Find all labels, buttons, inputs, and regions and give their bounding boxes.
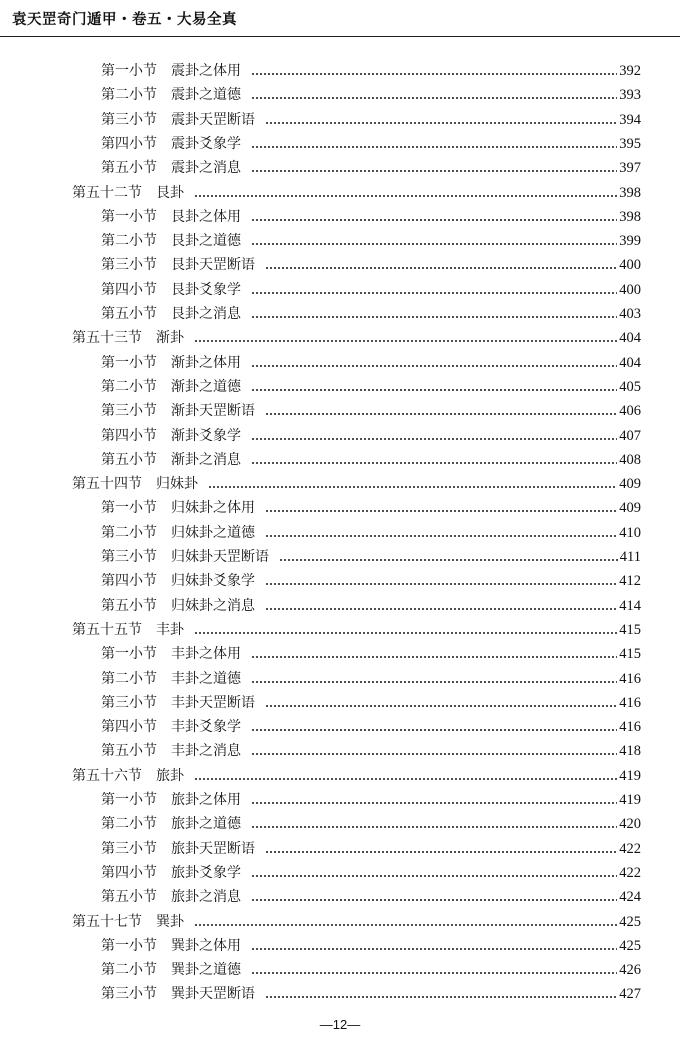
toc-entry-label: 第一小节	[101, 354, 157, 371]
toc-entry-page: 404	[619, 330, 641, 347]
toc-entry-label: 第一小节	[101, 792, 157, 808]
dot-leader	[251, 656, 617, 658]
toc-entry-title: 渐卦	[156, 330, 184, 347]
toc-entry-title: 归妹卦之道德	[171, 524, 255, 541]
toc-entry-title: 丰卦之体用	[171, 646, 241, 663]
toc-entry-label: 第三小节	[101, 694, 157, 711]
toc-entry-page: 420	[619, 816, 641, 833]
dot-leader	[251, 899, 617, 901]
toc-subsection-entry	[101, 521, 641, 545]
toc-entry-page: 422	[619, 840, 641, 857]
dot-leader	[194, 632, 617, 634]
dot-leader	[251, 146, 617, 148]
toc-entry-title: 归妹卦爻象学	[171, 573, 255, 590]
toc-entry-title: 旅卦	[156, 767, 184, 784]
toc-entry-page: 392	[619, 63, 641, 79]
toc-entry-page: 410	[619, 524, 641, 541]
toc-entry-page: 405	[619, 378, 641, 395]
toc-entry-page: 403	[619, 306, 641, 322]
toc-entry-title: 旅卦天罡断语	[171, 840, 255, 857]
toc-entry-title: 归妹卦	[156, 476, 198, 493]
toc-entry-label: 第一小节	[101, 937, 157, 954]
toc-entry-title: 巽卦天罡断语	[171, 986, 255, 1003]
toc-entry-label: 第五小节	[101, 306, 157, 322]
toc-entry-title: 艮卦之体用	[171, 208, 241, 225]
toc-entry-label: 第五小节	[101, 889, 157, 906]
toc-entry-page: 415	[619, 646, 641, 663]
toc-entry-page: 419	[619, 767, 641, 784]
toc-entry-label: 第三小节	[101, 986, 157, 1003]
toc-subsection-entry	[101, 59, 641, 83]
toc-entry-page: 395	[619, 135, 641, 152]
toc-entry-page: 393	[619, 87, 641, 104]
toc-entry-label: 第五十二节	[72, 184, 142, 201]
toc-entry-label: 第二小节	[101, 233, 157, 250]
toc-subsection-entry	[101, 205, 641, 229]
dot-leader	[265, 996, 617, 998]
dot-leader	[251, 753, 617, 755]
toc-entry-title: 震卦之体用	[171, 63, 241, 79]
toc-entry-page: 424	[619, 889, 641, 906]
dot-leader	[251, 97, 617, 99]
toc-entry-label: 第五十四节	[72, 476, 142, 493]
toc-entry-label: 第三小节	[101, 257, 157, 274]
toc-entry-label: 第四小节	[101, 427, 157, 444]
toc-entry-title: 渐卦天罡断语	[171, 403, 255, 420]
toc-entry-label: 第四小节	[101, 573, 157, 590]
toc-entry-page: 427	[619, 986, 641, 1003]
toc-entry-page: 394	[619, 111, 641, 128]
dot-leader	[194, 195, 617, 197]
toc-entry-page: 411	[619, 549, 641, 565]
toc-entry-page: 409	[619, 476, 641, 493]
toc-entry-label: 第五小节	[101, 597, 157, 614]
toc-entry-label: 第三小节	[101, 840, 157, 857]
dot-leader	[208, 486, 617, 488]
dot-leader	[251, 170, 617, 172]
toc-subsection-entry	[101, 545, 641, 569]
toc-entry-page: 400	[619, 257, 641, 274]
toc-entry-page: 399	[619, 233, 641, 250]
toc-subsection-entry	[101, 448, 641, 472]
dot-leader	[265, 122, 617, 124]
toc-section-entry	[72, 181, 641, 205]
toc-entry-title: 归妹卦天罡断语	[171, 549, 269, 565]
toc-section-entry	[72, 764, 641, 788]
toc-subsection-entry	[101, 715, 641, 739]
dot-leader	[265, 705, 617, 707]
toc-subsection-entry	[101, 375, 641, 399]
toc-entry-label: 第四小节	[101, 719, 157, 736]
toc-subsection-entry	[101, 642, 641, 666]
toc-entry-title: 渐卦之消息	[171, 451, 241, 468]
toc-subsection-entry	[101, 278, 641, 302]
toc-entry-title: 艮卦天罡断语	[171, 257, 255, 274]
toc-entry-title: 丰卦	[156, 621, 184, 638]
toc-entry-title: 震卦爻象学	[171, 135, 241, 152]
dot-leader	[251, 826, 617, 828]
toc-entry-page: 397	[619, 160, 641, 177]
toc-entry-title: 艮卦之消息	[171, 306, 241, 322]
toc-entry-page: 416	[619, 719, 641, 736]
dot-leader	[251, 243, 617, 245]
toc-subsection-entry	[101, 594, 641, 618]
toc-entry-title: 丰卦之消息	[171, 743, 241, 760]
toc-entry-label: 第二小节	[101, 816, 157, 833]
running-header: 袁天罡奇门遁甲・卷五・大易全真	[12, 11, 237, 28]
toc-subsection-entry	[101, 351, 641, 375]
header-divider	[0, 36, 680, 37]
toc-subsection-entry	[101, 229, 641, 253]
toc-subsection-entry	[101, 496, 641, 520]
toc-entry-page: 409	[619, 500, 641, 517]
toc-entry-page: 419	[619, 792, 641, 808]
toc-entry-page: 408	[619, 451, 641, 468]
toc-subsection-entry	[101, 812, 641, 836]
toc-entry-title: 艮卦之道德	[171, 233, 241, 250]
toc-subsection-entry	[101, 399, 641, 423]
toc-entry-label: 第二小节	[101, 87, 157, 104]
toc-entry-label: 第五小节	[101, 451, 157, 468]
dot-leader	[265, 413, 617, 415]
toc-entry-page: 425	[619, 913, 641, 930]
toc-entry-title: 震卦之道德	[171, 87, 241, 104]
toc-entry-page: 416	[619, 694, 641, 711]
toc-subsection-entry	[101, 667, 641, 691]
toc-subsection-entry	[101, 132, 641, 156]
dot-leader	[251, 438, 617, 440]
toc-entry-page: 418	[619, 743, 641, 760]
dot-leader	[251, 389, 617, 391]
toc-entry-title: 丰卦爻象学	[171, 719, 241, 736]
toc-entry-title: 旅卦之消息	[171, 889, 241, 906]
toc-entry-label: 第二小节	[101, 524, 157, 541]
toc-subsection-entry	[101, 885, 641, 909]
toc-entry-title: 震卦之消息	[171, 160, 241, 177]
toc-entry-label: 第一小节	[101, 500, 157, 517]
dot-leader	[265, 535, 617, 537]
toc-subsection-entry	[101, 958, 641, 982]
dot-leader	[265, 608, 617, 610]
toc-entry-title: 旅卦之道德	[171, 816, 241, 833]
toc-entry-label: 第一小节	[101, 63, 157, 79]
dot-leader	[265, 510, 617, 512]
toc-entry-label: 第三小节	[101, 549, 157, 565]
toc-entry-page: 426	[619, 962, 641, 979]
toc-subsection-entry	[101, 691, 641, 715]
toc-entry-label: 第五十七节	[72, 913, 142, 930]
toc-entry-label: 第三小节	[101, 111, 157, 128]
toc-subsection-entry	[101, 569, 641, 593]
toc-entry-title: 巽卦之体用	[171, 937, 241, 954]
dot-leader	[194, 340, 617, 342]
toc-entry-title: 归妹卦之消息	[171, 597, 255, 614]
toc-subsection-entry	[101, 253, 641, 277]
toc-entry-label: 第五小节	[101, 743, 157, 760]
dot-leader	[251, 875, 617, 877]
dot-leader	[251, 729, 617, 731]
toc-section-entry	[72, 472, 641, 496]
toc-entry-title: 艮卦	[156, 184, 184, 201]
toc-subsection-entry	[101, 424, 641, 448]
toc-entry-label: 第五十六节	[72, 767, 142, 784]
toc-subsection-entry	[101, 982, 641, 1006]
toc-entry-label: 第五十三节	[72, 330, 142, 347]
toc-entry-page: 406	[619, 403, 641, 420]
toc-section-entry	[72, 618, 641, 642]
toc-entry-title: 渐卦之道德	[171, 378, 241, 395]
toc-entry-title: 丰卦天罡断语	[171, 694, 255, 711]
toc-entry-title: 艮卦爻象学	[171, 281, 241, 298]
toc-entry-page: 412	[619, 573, 641, 590]
dot-leader	[265, 267, 617, 269]
toc-subsection-entry	[101, 837, 641, 861]
dot-leader	[251, 462, 617, 464]
toc-entry-page: 404	[619, 354, 641, 371]
toc-entry-title: 旅卦之体用	[171, 792, 241, 808]
toc-entry-label: 第五十五节	[72, 621, 142, 638]
toc-entry-title: 丰卦之道德	[171, 670, 241, 687]
toc-subsection-entry	[101, 108, 641, 132]
toc-subsection-entry	[101, 83, 641, 107]
toc-entry-label: 第四小节	[101, 135, 157, 152]
dot-leader	[251, 681, 617, 683]
toc-entry-page: 398	[619, 208, 641, 225]
dot-leader	[251, 292, 617, 294]
toc-entry-page: 422	[619, 864, 641, 881]
toc-subsection-entry	[101, 302, 641, 326]
toc-section-entry	[72, 326, 641, 350]
toc-entry-label: 第一小节	[101, 208, 157, 225]
toc-entry-page: 415	[619, 621, 641, 638]
toc-entry-title: 渐卦之体用	[171, 354, 241, 371]
toc-entry-label: 第二小节	[101, 378, 157, 395]
toc-entry-label: 第二小节	[101, 670, 157, 687]
toc-entry-label: 第四小节	[101, 864, 157, 881]
dot-leader	[194, 924, 617, 926]
dot-leader	[279, 559, 618, 561]
toc-entry-label: 第二小节	[101, 962, 157, 979]
page-number: —12—	[319, 1017, 361, 1032]
toc-subsection-entry	[101, 861, 641, 885]
toc-entry-title: 巽卦之道德	[171, 962, 241, 979]
dot-leader	[251, 948, 617, 950]
toc-entry-label: 第五小节	[101, 160, 157, 177]
toc-section-entry	[72, 910, 641, 934]
dot-leader	[265, 851, 617, 853]
dot-leader	[251, 219, 617, 221]
toc-entry-label: 第一小节	[101, 646, 157, 663]
dot-leader	[251, 365, 617, 367]
toc-entry-page: 407	[619, 427, 641, 444]
toc-entry-title: 巽卦	[156, 913, 184, 930]
toc-entry-title: 旅卦爻象学	[171, 864, 241, 881]
toc-entry-page: 414	[619, 597, 641, 614]
dot-leader	[251, 972, 617, 974]
dot-leader	[251, 802, 617, 804]
toc-entry-label: 第四小节	[101, 281, 157, 298]
toc-subsection-entry	[101, 934, 641, 958]
toc-subsection-entry	[101, 739, 641, 763]
toc-entry-title: 归妹卦之体用	[171, 500, 255, 517]
toc-subsection-entry	[101, 156, 641, 180]
toc-entry-label: 第三小节	[101, 403, 157, 420]
dot-leader	[194, 778, 617, 780]
toc-entry-page: 425	[619, 937, 641, 954]
dot-leader	[265, 583, 617, 585]
toc-entry-title: 震卦天罡断语	[171, 111, 255, 128]
toc-entry-page: 398	[619, 184, 641, 201]
dot-leader	[251, 316, 617, 318]
toc-entry-page: 400	[619, 281, 641, 298]
toc-entry-title: 渐卦爻象学	[171, 427, 241, 444]
toc-entry-page: 416	[619, 670, 641, 687]
dot-leader	[251, 73, 617, 75]
toc-subsection-entry	[101, 788, 641, 812]
